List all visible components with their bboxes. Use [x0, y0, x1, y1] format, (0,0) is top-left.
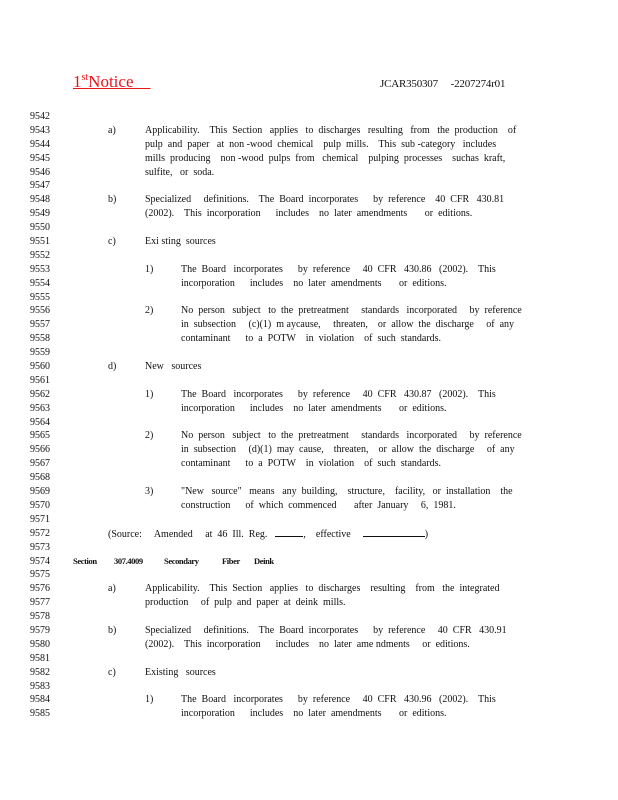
document-line [0, 263, 618, 277]
line-text: No person subject to the pretreatment standards incorporated by reference [181, 305, 522, 317]
line-number: 9570 [30, 499, 50, 511]
notice-number: 1 [73, 72, 82, 91]
document-line [0, 152, 618, 166]
line-text: mills producing non -wood pulps from chemical pulping processes suchas kraft, [145, 152, 506, 164]
document-line [0, 693, 618, 707]
document-line [0, 443, 618, 457]
document-line [0, 485, 618, 499]
line-number: 9577 [30, 597, 50, 609]
source-suffix: ) [424, 528, 429, 540]
line-number: 9551 [30, 236, 50, 248]
subitem-label: 3) [145, 486, 154, 498]
line-number: 9554 [30, 277, 50, 289]
line-number: 9556 [30, 305, 50, 317]
line-number: 9569 [30, 486, 50, 498]
line-number: 9559 [30, 347, 50, 359]
line-text: (2002). This incorporation includes no later ame ndments or editions. [145, 638, 470, 650]
line-text: incorporation includes no later amendments or editions. [181, 708, 447, 720]
document-line [0, 235, 618, 249]
item-label: a) [108, 124, 116, 136]
line-number: 9543 [30, 124, 50, 136]
document-line [0, 666, 618, 680]
line-number: 9574 [30, 555, 50, 567]
line-text: Existing sources [145, 666, 216, 678]
line-number: 9558 [30, 333, 50, 345]
line-text: Applicability. This Section applies to discharges resulting from the production of [145, 124, 517, 136]
document-line [0, 346, 618, 360]
line-number: 9564 [30, 416, 50, 428]
line-text: New sources [145, 361, 202, 373]
section-heading-part: Fiber [222, 555, 240, 566]
line-number: 9566 [30, 444, 50, 456]
section-heading-part: Secondary [164, 555, 199, 566]
document-line [0, 124, 618, 138]
notice-superscript: st [81, 72, 89, 83]
line-text: "New source" means any building, structure, facility, or installation the [181, 486, 513, 498]
document-code: JCAR350307 -2207274r01 [380, 78, 506, 90]
document-line [0, 388, 618, 402]
document-body [0, 110, 618, 721]
subitem-label: 1) [145, 694, 154, 706]
document-line [0, 277, 618, 291]
document-line [0, 596, 618, 610]
line-number: 9563 [30, 402, 50, 414]
line-number: 9575 [30, 569, 50, 581]
document-line [0, 207, 618, 221]
document-line [0, 568, 618, 582]
line-text: construction of which commenced after January 6, 1981. [181, 499, 456, 511]
line-text: Specialized definitions. The Board incorporates by reference 40 CFR 430.91 [145, 624, 507, 636]
document-line [0, 110, 618, 124]
document-line [0, 582, 618, 596]
line-text: The Board incorporates by reference 40 CFR 430.87 (2002). This [181, 388, 496, 400]
line-number: 9582 [30, 666, 50, 678]
line-number: 9576 [30, 583, 50, 595]
document-line [0, 638, 618, 652]
subitem-label: 1) [145, 263, 154, 275]
line-number: 9555 [30, 291, 50, 303]
line-number: 9580 [30, 638, 50, 650]
document-line [0, 513, 618, 527]
line-number: 9552 [30, 249, 50, 261]
line-number: 9572 [30, 527, 50, 539]
line-number: 9562 [30, 388, 50, 400]
line-number: 9567 [30, 458, 50, 470]
line-number: 9557 [30, 319, 50, 331]
source-effective: , effective [303, 528, 351, 540]
section-heading-part: Section [73, 555, 97, 566]
line-text: in subsection (d)(1) may cause, threaten, or allow the discharge of any [181, 444, 515, 456]
line-number: 9549 [30, 208, 50, 220]
line-number: 9585 [30, 708, 50, 720]
subitem-label: 1) [145, 388, 154, 400]
line-text: incorporation includes no later amendments or editions. [181, 277, 447, 289]
document-line [0, 680, 618, 694]
notice-word: Notice [88, 72, 134, 91]
line-number: 9561 [30, 374, 50, 386]
document-line [0, 402, 618, 416]
section-heading-part: 307.4009 [114, 555, 143, 566]
notice-title [73, 72, 151, 92]
document-line [0, 652, 618, 666]
item-label: c) [108, 666, 116, 678]
line-number: 9565 [30, 430, 50, 442]
section-heading-part: Deink [254, 555, 274, 566]
line-text: incorporation includes no later amendments or editions. [181, 402, 447, 414]
subitem-label: 2) [145, 430, 154, 442]
line-number: 9581 [30, 652, 50, 664]
line-text: (2002). This incorporation includes no later amendments or editions. [145, 208, 473, 220]
document-line [0, 179, 618, 193]
item-label: d) [108, 361, 117, 373]
document-line [0, 499, 618, 513]
document-line [0, 374, 618, 388]
item-label: a) [108, 583, 116, 595]
document-line [0, 193, 618, 207]
document-line [0, 527, 618, 541]
source-note [108, 527, 428, 542]
line-number: 9568 [30, 472, 50, 484]
effective-blank [363, 527, 425, 537]
line-number: 9542 [30, 111, 50, 122]
line-text: The Board incorporates by reference 40 CFR 430.86 (2002). This [181, 263, 496, 275]
line-number: 9553 [30, 263, 50, 275]
line-text: contaminant to a POTW in violation of such standards. [181, 458, 442, 470]
line-number: 9578 [30, 611, 50, 623]
line-number: 9579 [30, 624, 50, 636]
document-line [0, 555, 618, 569]
document-line [0, 304, 618, 318]
document-line [0, 332, 618, 346]
line-text: Applicability. This Section applies to discharges resulting from the integrated [145, 583, 500, 595]
source-prefix: (Source: Amended at 46 Ill. Reg. [108, 528, 268, 540]
line-number: 9560 [30, 361, 50, 373]
document-line [0, 707, 618, 721]
document-line [0, 360, 618, 374]
line-text: production of pulp and paper at deink mills. [145, 597, 346, 609]
document-line [0, 138, 618, 152]
line-number: 9545 [30, 152, 50, 164]
document-line [0, 249, 618, 263]
line-number: 9550 [30, 222, 50, 234]
item-label: c) [108, 236, 116, 248]
document-line [0, 541, 618, 555]
line-text: pulp and paper at non -wood chemical pulp mills. This sub -category includes [145, 138, 497, 150]
document-line [0, 471, 618, 485]
line-number: 9573 [30, 541, 50, 553]
subitem-label: 2) [145, 305, 154, 317]
item-label: b) [108, 624, 117, 636]
line-number: 9547 [30, 180, 50, 192]
line-text: sulfite, or soda. [145, 166, 215, 178]
item-label: b) [108, 194, 117, 206]
line-number: 9548 [30, 194, 50, 206]
line-number: 9571 [30, 513, 50, 525]
line-number: 9583 [30, 680, 50, 692]
document-line [0, 610, 618, 624]
line-text: Exi sting sources [145, 236, 216, 248]
document-line [0, 416, 618, 430]
date-blank [275, 527, 303, 537]
line-text: No person subject to the pretreatment standards incorporated by reference [181, 430, 522, 442]
line-text: contaminant to a POTW in violation of such standards. [181, 333, 442, 345]
line-number: 9584 [30, 694, 50, 706]
document-line [0, 291, 618, 305]
line-text: Specialized definitions. The Board incorporates by reference 40 CFR 430.81 [145, 194, 505, 206]
document-line [0, 221, 618, 235]
line-text: in subsection (c)(1) m aycause, threaten, or allow the discharge of any [181, 319, 515, 331]
document-line [0, 318, 618, 332]
document-line [0, 429, 618, 443]
line-text: The Board incorporates by reference 40 CFR 430.96 (2002). This [181, 694, 496, 706]
document-line [0, 624, 618, 638]
document-line [0, 166, 618, 180]
line-number: 9544 [30, 138, 50, 150]
document-line [0, 457, 618, 471]
line-number: 9546 [30, 166, 50, 178]
